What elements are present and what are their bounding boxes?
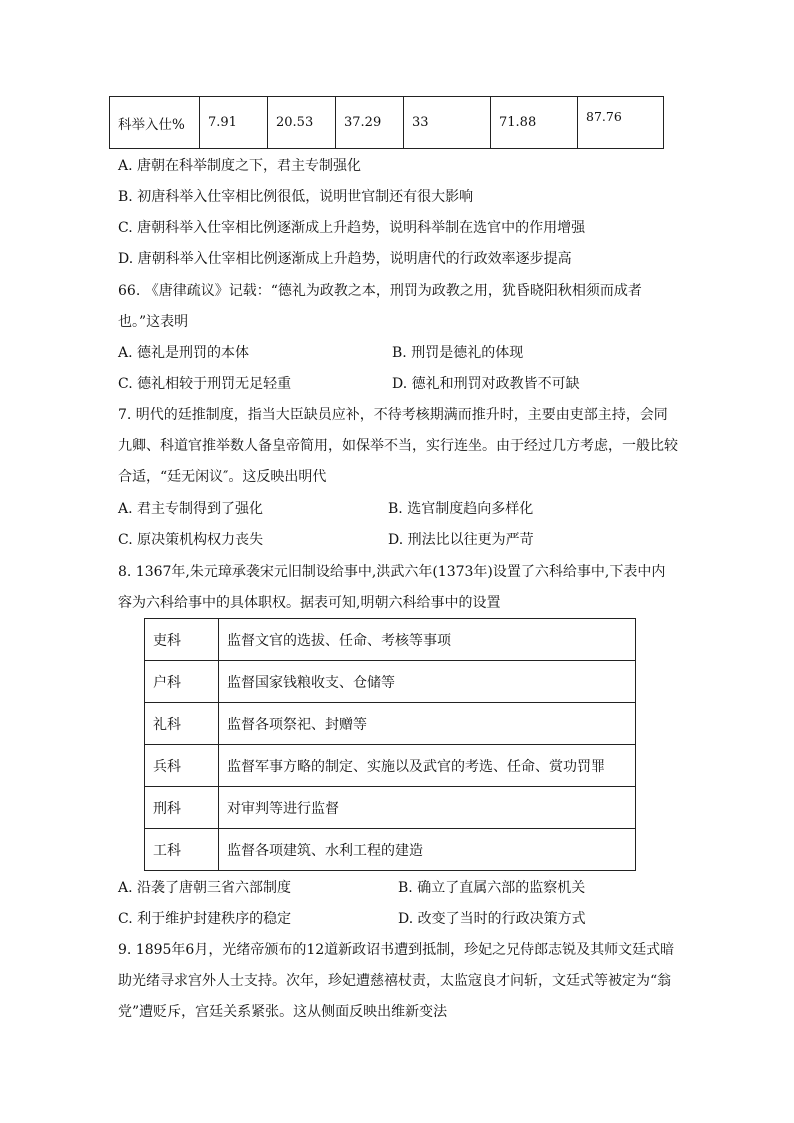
q9-stem-line2: 助光绪寻求宫外人士支持。次年，珍妃遭慈禧杖责，太监寇良才问斩，文廷式等被定为“翁	[118, 973, 672, 989]
q66-stem-line1: 66. 《唐律疏议》记载：“德礼为政教之本，刑罚为政教之用，犹昏晓阳秋相须而成者	[118, 283, 642, 299]
table-row	[110, 97, 664, 149]
table-cell-key: 工科	[145, 829, 219, 871]
table-row	[145, 787, 636, 829]
table-cell-value: 监督军事方略的制定、实施以及武官的考选、任命、赏功罚罪	[219, 745, 636, 787]
table-cell: 20.53	[268, 97, 336, 149]
table-cell: 37.29	[336, 97, 404, 149]
q7-stem-line1: 7. 明代的廷推制度，指当大臣缺员应补，不待考核期满而推升时，主要由吏部主持，会同	[118, 407, 668, 423]
q8-stem-line1: 8. 1367年,朱元璋承袭宋元旧制设给事中,洪武六年(1373年)设置了六科给事中,下表中内	[118, 564, 666, 580]
q7-stem-line3: 合适，“廷无闲议″。这反映出明代	[118, 469, 327, 485]
table-row	[145, 619, 636, 661]
table-row	[145, 661, 636, 703]
table-cell-key: 刑科	[145, 787, 219, 829]
table-cell-key: 礼科	[145, 703, 219, 745]
table-cell: 33	[404, 97, 491, 149]
q66-option-d: D. 德礼和刑罚对政教皆不可缺	[392, 376, 580, 392]
q8-option-c: C. 利于维护封建秩序的稳定	[118, 911, 292, 927]
q9-stem-line1: 9. 1895年6月，光绪帝颁布的12道新政诏书遭到抵制，珍妃之兄侍郎志锐及其师文廷式暗	[118, 942, 675, 958]
q66-option-c: C. 德礼相较于刑罚无足轻重	[118, 376, 292, 392]
q66-option-b: B. 刑罚是德礼的体现	[392, 345, 524, 361]
table-cell: 7.91	[200, 97, 268, 149]
table-cell-value: 监督国家钱粮收支、仓储等	[219, 661, 636, 703]
q65-option-a: A. 唐朝在科举制度之下，君主专制强化	[118, 158, 362, 174]
table-row	[145, 829, 636, 871]
table-cell: 71.88	[491, 97, 578, 149]
q9-stem-line3: 党”遭贬斥，宫廷关系紧张。这从侧面反映出维新变法	[118, 1004, 448, 1020]
q66-option-a: A. 德礼是刑罚的本体	[118, 345, 250, 361]
q66-stem-line2: 也。”这表明	[118, 314, 189, 330]
table-row	[145, 703, 636, 745]
table-row	[145, 745, 636, 787]
table-cell-key: 户科	[145, 661, 219, 703]
q7-option-b: B. 选官制度趋向多样化	[388, 501, 534, 517]
table-cell-value: 监督文官的选拔、任命、考核等事项	[219, 619, 636, 661]
ratio-table	[109, 96, 664, 149]
table-cell-key: 吏科	[145, 619, 219, 661]
q65-option-c: C. 唐朝科举入仕宰相比例逐渐成上升趋势，说明科举制在选官中的作用增强	[118, 220, 586, 236]
q65-option-d: D. 唐朝科举入仕宰相比例逐渐成上升趋势，说明唐代的行政效率逐步提高	[118, 251, 572, 267]
six-departments-table	[144, 618, 636, 871]
q7-option-c: C. 原决策机构权力丧失	[118, 532, 264, 548]
q8-stem-line2: 容为六科给事中的具体职权。据表可知,明朝六科给事中的设置	[118, 595, 501, 611]
table-cell-value: 监督各项祭祀、封赠等	[219, 703, 636, 745]
table-cell-key: 兵科	[145, 745, 219, 787]
q7-option-d: D. 刑法比以往更为严苛	[388, 532, 534, 548]
q7-stem-line2: 九卿、科道官推举数人备皇帝简用，如保举不当，实行连坐。由于经过几方考虑，一般比较	[118, 438, 678, 454]
table-cell-value: 监督各项建筑、水利工程的建造	[219, 829, 636, 871]
q8-option-a: A. 沿袭了唐朝三省六部制度	[118, 880, 292, 896]
q7-option-a: A. 君主专制得到了强化	[118, 501, 264, 517]
table-cell-value: 对审判等进行监督	[219, 787, 636, 829]
q65-option-b: B. 初唐科举入仕宰相比例很低，说明世官制还有很大影响	[118, 189, 474, 205]
q8-option-d: D. 改变了当时的行政决策方式	[398, 911, 586, 927]
table-header-cell: 科举入仕%	[110, 97, 200, 149]
q8-option-b: B. 确立了直属六部的监察机关	[398, 880, 586, 896]
table-cell: 87.76	[578, 97, 664, 149]
